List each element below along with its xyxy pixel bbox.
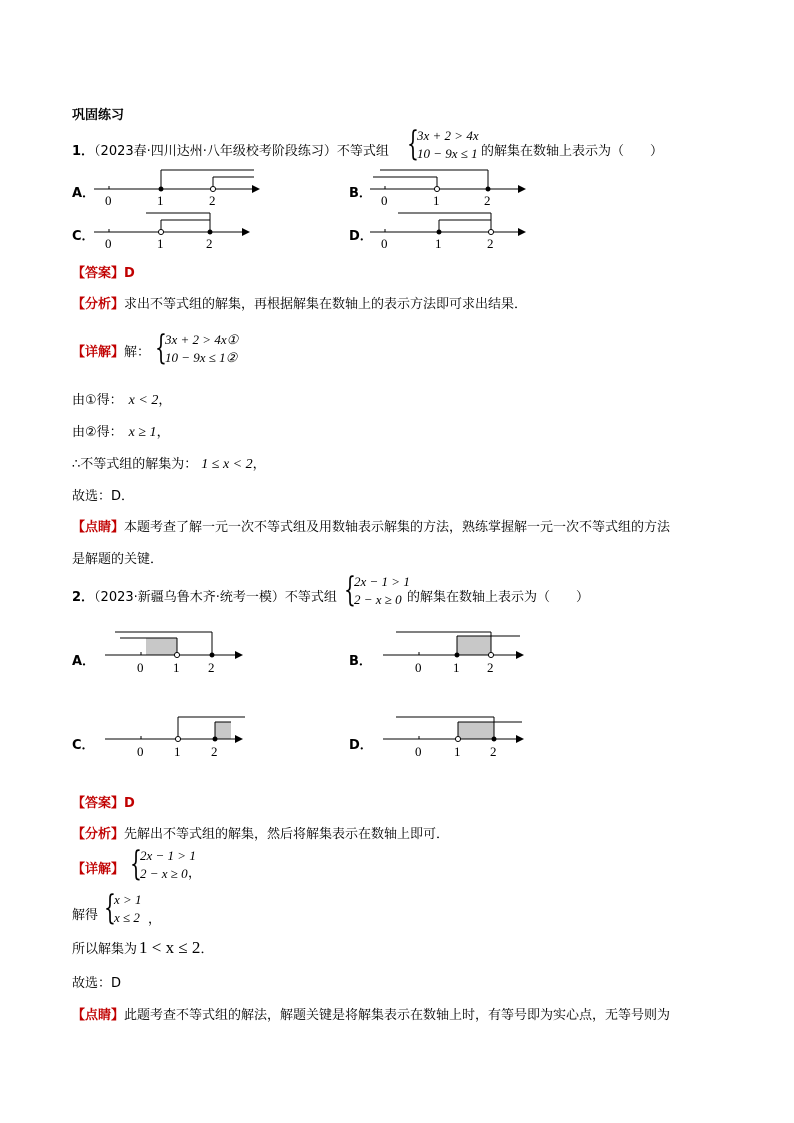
q2-detail-brace: {	[130, 844, 142, 884]
q2-result	[72, 938, 213, 958]
q2-solve-ineq1: x > 1	[114, 892, 142, 907]
q1-step3	[72, 453, 266, 473]
tick-label: 2	[487, 660, 494, 675]
q1-ineq2: 10 − 9x ≤ 1	[417, 146, 478, 161]
section-title: 巩固练习	[72, 108, 125, 123]
tick-label: 0	[105, 236, 112, 251]
tick-label: 0	[415, 660, 422, 675]
answer-value: D	[124, 796, 135, 811]
step-text: 由①得：	[72, 393, 123, 408]
tick-label: 2	[211, 744, 218, 759]
result-math: 1 < x ≤ 2	[139, 938, 201, 957]
answer-label: 【答案】	[72, 796, 125, 811]
q2-option-c-numberline[interactable]	[100, 712, 250, 766]
q1-detail-ineq1: 3x + 2 > 4x①	[165, 332, 239, 347]
tick-label: 1	[157, 236, 164, 251]
q2-analysis	[72, 823, 449, 842]
comment-label: 【点睛】	[72, 520, 125, 535]
detail-label: 【详解】	[72, 345, 125, 360]
q2-number: 2．	[72, 590, 95, 605]
q1-detail-brace: {	[155, 328, 167, 368]
q2-option-a-numberline[interactable]	[100, 628, 250, 682]
q2-option-d-label[interactable]: D．	[349, 738, 373, 753]
tick-label: 2	[487, 236, 494, 251]
q2-choose: 故选：D	[72, 976, 122, 991]
q1-system-brace: {	[407, 124, 419, 164]
q2-ineq1: 2x − 1 > 1	[354, 574, 410, 589]
q1-option-b-numberline[interactable]	[368, 168, 538, 210]
q2-detail	[72, 858, 124, 877]
q2-answer	[72, 792, 135, 811]
q2-comment-line1	[72, 1004, 670, 1023]
q1-option-c-numberline[interactable]	[92, 211, 262, 253]
q1-choose: 故选：D．	[72, 489, 135, 504]
tick-label: 2	[490, 744, 497, 759]
step-math: 1 ≤ x < 2	[201, 457, 253, 472]
q1-detail-ineq2: 10 − 9x ≤ 1②	[165, 350, 238, 365]
q2-stem-tail: 的解集在数轴上表示为（ ）	[407, 590, 590, 605]
q1-step2	[72, 421, 170, 441]
q1-option-d-label[interactable]: D．	[349, 229, 373, 244]
detail-label: 【详解】	[72, 862, 125, 877]
q2-source: （2023·新疆乌鲁木齐·统考一模）不等式组	[94, 590, 337, 605]
q2-option-a-label[interactable]: A．	[72, 654, 96, 669]
result-end: ．	[200, 942, 214, 957]
tick-label: 1	[173, 660, 180, 675]
tick-label: 0	[381, 193, 388, 208]
q2-ineq2: 2 − x ≥ 0	[354, 592, 402, 607]
q1-step1	[72, 389, 171, 409]
analysis-text: 先解出不等式组的解集，然后将解集表示在数轴上即可．	[124, 827, 450, 842]
q1-comment-line2: 是解题的关键．	[72, 552, 164, 567]
tick-label: 1	[435, 236, 442, 251]
tick-label: 1	[453, 660, 460, 675]
tick-label: 0	[415, 744, 422, 759]
q1-stem	[72, 140, 389, 159]
q1-analysis	[72, 293, 527, 312]
q2-solve-text: 解得	[72, 908, 99, 923]
tick-label: 1	[433, 193, 440, 208]
q1-option-c-label[interactable]: C．	[72, 229, 95, 244]
q2-solve-end: ，	[148, 912, 162, 927]
q1-number: 1．	[72, 144, 95, 159]
q2-detail-ineq2: 2 − x ≥ 0	[140, 866, 188, 881]
q2-option-b-numberline[interactable]	[378, 628, 528, 682]
q2-option-b-label[interactable]: B．	[349, 654, 372, 669]
q1-comment-line1	[72, 516, 670, 535]
tick-label: 1	[454, 744, 461, 759]
step-end: ，	[252, 457, 266, 472]
analysis-text: 求出不等式组的解集，再根据解集在数轴上的表示方法即可求出结果．	[124, 297, 528, 312]
tick-label: 1	[174, 744, 181, 759]
step-end: ，	[158, 393, 172, 408]
q1-source: （2023春·四川达州·八年级校考阶段练习）不等式组	[94, 144, 389, 159]
tick-label: 0	[381, 236, 388, 251]
tick-label: 0	[137, 660, 144, 675]
answer-label: 【答案】	[72, 266, 125, 281]
tick-label: 0	[137, 744, 144, 759]
q1-option-b-label[interactable]: B．	[349, 186, 372, 201]
q1-answer	[72, 262, 135, 281]
q2-solve-ineq2: x ≤ 2	[114, 910, 140, 925]
tick-label: 1	[157, 193, 164, 208]
q2-option-d-numberline[interactable]	[378, 712, 528, 766]
step-math: x ≥ 1	[128, 425, 157, 440]
q1-option-a-label[interactable]: A．	[72, 186, 96, 201]
q2-solve-brace: {	[104, 888, 116, 928]
step-text: 由②得：	[72, 425, 123, 440]
q1-option-a-numberline[interactable]	[92, 168, 262, 210]
q2-option-c-label[interactable]: C．	[72, 738, 95, 753]
q2-stem	[72, 586, 337, 605]
q2-detail-end: ，	[188, 866, 202, 881]
analysis-label: 【分析】	[72, 827, 125, 842]
tick-label: 2	[209, 193, 216, 208]
q2-detail-ineq1: 2x − 1 > 1	[140, 848, 196, 863]
step-math: x < 2	[128, 393, 159, 408]
tick-label: 2	[206, 236, 213, 251]
q1-detail	[72, 341, 150, 360]
tick-label: 2	[484, 193, 491, 208]
q1-option-d-numberline[interactable]	[368, 211, 538, 253]
tick-label: 0	[105, 193, 112, 208]
step-text: ∴不等式组的解集为：	[72, 457, 198, 472]
tick-label: 2	[208, 660, 215, 675]
q2-system-brace: {	[344, 570, 356, 610]
result-text: 所以解集为	[72, 942, 138, 957]
step-end: ，	[156, 425, 170, 440]
comment-text: 本题考查了解一元一次不等式组及用数轴表示解集的方法，熟练掌握解一元一次不等式组的方法	[124, 520, 671, 535]
analysis-label: 【分析】	[72, 297, 125, 312]
q1-ineq1: 3x + 2 > 4x	[417, 128, 479, 143]
q1-stem-tail: 的解集在数轴上表示为（ ）	[481, 144, 664, 159]
detail-text: 解：	[124, 345, 151, 360]
comment-label: 【点睛】	[72, 1008, 125, 1023]
answer-value: D	[124, 266, 135, 281]
comment-text: 此题考查不等式组的解法，解题关键是将解集表示在数轴上时，有等号即为实心点，无等号则为	[124, 1008, 671, 1023]
